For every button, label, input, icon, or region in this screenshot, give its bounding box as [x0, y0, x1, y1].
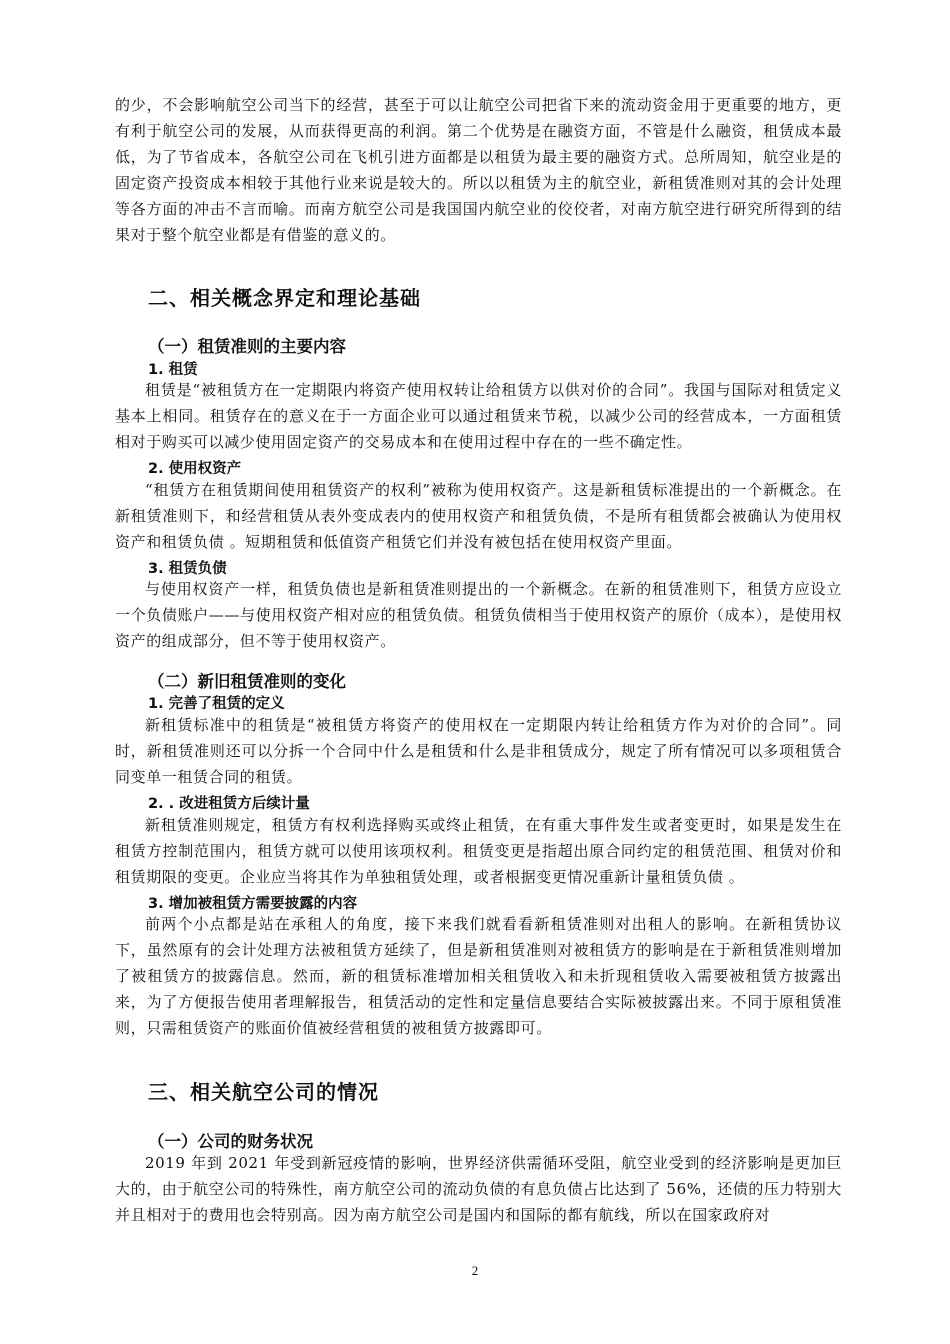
page-number: 2 — [471, 1263, 479, 1278]
item-2-1-3-heading: 3. 租赁负债 — [148, 561, 227, 577]
item-2-2-2-heading: 2. . 改进租赁方后续计量 — [148, 796, 310, 812]
item-2-2-1-heading: 1. 完善了租赁的定义 — [148, 696, 285, 712]
item-2-2-3-heading: 3. 增加被租赁方需要披露的内容 — [148, 896, 358, 912]
item-3-1-paragraph: 2019 年到 2021 年受到新冠疫情的影响，世界经济供需循环受阻，航空业受到的经济影响是更加巨大的，由于航空公司的特殊性，南方航空公司的流动负债的有息负债占比达到了 56%，还债的压力特别大并且相对于的费用也会特别高。因为南方航空公司是国内和国际的都有航线，所以在国家政府对 — [115, 1154, 842, 1224]
item-2-2-2-paragraph: 新租赁准则规定，租赁方有权利选择购买或终止租赁，在有重大事件发生或者变更时，如果是发生在租赁方控制范围内，租赁方就可以使用该项权利。租赁变更是指超出原合同约定的租赁范围、租赁对价和租赁期限的变更。企业应当将其作为单独租赁处理，或者根据变更情况重新计量租赁负债 。 — [115, 816, 842, 886]
subsection-3-1-title: （一）公司的财务状况 — [148, 1132, 313, 1151]
item-2-1-2-heading: 2. 使用权资产 — [148, 461, 242, 477]
section-3-title: 三、相关航空公司的情况 — [148, 1080, 379, 1104]
item-2-1-3-paragraph: 与使用权资产一样，租赁负债也是新租赁准则提出的一个新概念。在新的租赁准则下，租赁方应设立一个负债账户——与使用权资产相对应的租赁负债。租赁负债相当于使用权资产的原价（成本），是使用权资产的组成部分，但不等于使用权资产。 — [115, 580, 842, 650]
item-2-1-1-heading: 1. 租赁 — [148, 362, 198, 378]
item-2-1-1-paragraph: 租赁是“被租赁方在一定期限内将资产使用权转让给租赁方以供对价的合同”。我国与国际对租赁定义基本上相同。租赁存在的意义在于一方面企业可以通过租赁来节税，以减少公司的经营成本，一方面租赁相对于购买可以减少使用固定资产的交易成本和在使用过程中存在的一些不确定性。 — [115, 381, 842, 451]
subsection-2-2-title: （二）新旧租赁准则的变化 — [148, 672, 346, 691]
item-2-2-3-paragraph: 前两个小点都是站在承租人的角度，接下来我们就看看新租赁准则对出租人的影响。在新租赁协议下，虽然原有的会计处理方法被租赁方延续了，但是新租赁准则对被租赁方的影响是在于新租赁准则增加了被租赁方的披露信息。然而，新的租赁标准增加相关租赁收入和未折现租赁收入需要被租赁方披露出来，为了方便报告使用者理解报告，租赁活动的定性和定量信息要结合实际被披露出来。不同于原租赁准则，只需租赁资产的账面价值被经营租赁的被租赁方披露即可。 — [115, 915, 842, 1037]
section-2-title: 二、相关概念界定和理论基础 — [148, 286, 421, 310]
subsection-2-1-title: （一）租赁准则的主要内容 — [148, 337, 346, 356]
item-2-1-2-paragraph: “租赁方在租赁期间使用租赁资产的权利”被称为使用权资产。这是新租赁标准提出的一个新概念。在新租赁准则下，和经营租赁从表外变成表内的使用权资产和租赁负债，不是所有租赁都会被确认为使用权资产和租赁负债 。短期租赁和低值资产租赁它们并没有被包括在使用权资产里面。 — [115, 481, 842, 551]
item-2-2-1-paragraph: 新租赁标准中的租赁是“被租赁方将资产的使用权在一定期限内转让给租赁方作为对价的合同”。同时，新租赁准则还可以分拆一个合同中什么是租赁和什么是非租赁成分，规定了所有情况可以多项租赁合同变单一租赁合同的租赁。 — [115, 716, 842, 786]
intro-paragraph: 的少，不会影响航空公司当下的经营，甚至于可以让航空公司把省下来的流动资金用于更重要的地方，更有利于航空公司的发展，从而获得更高的利润。第二个优势是在融资方面，不管是什么融资，租赁成本最低，为了节省成本，各航空公司在飞机引进方面都是以租赁为最主要的融资方式。总所周知，航空业是的固定资产投资成本相较于其他行业来说是较大的。所以以租赁为主的航空业，新租赁准则对其的会计处理等各方面的冲击不言而喻。而南方航空公司是我国国内航空业的佼佼者，对南方航空进行研究所得到的结果对于整个航空业都是有借鉴的意义的。 — [115, 96, 842, 244]
